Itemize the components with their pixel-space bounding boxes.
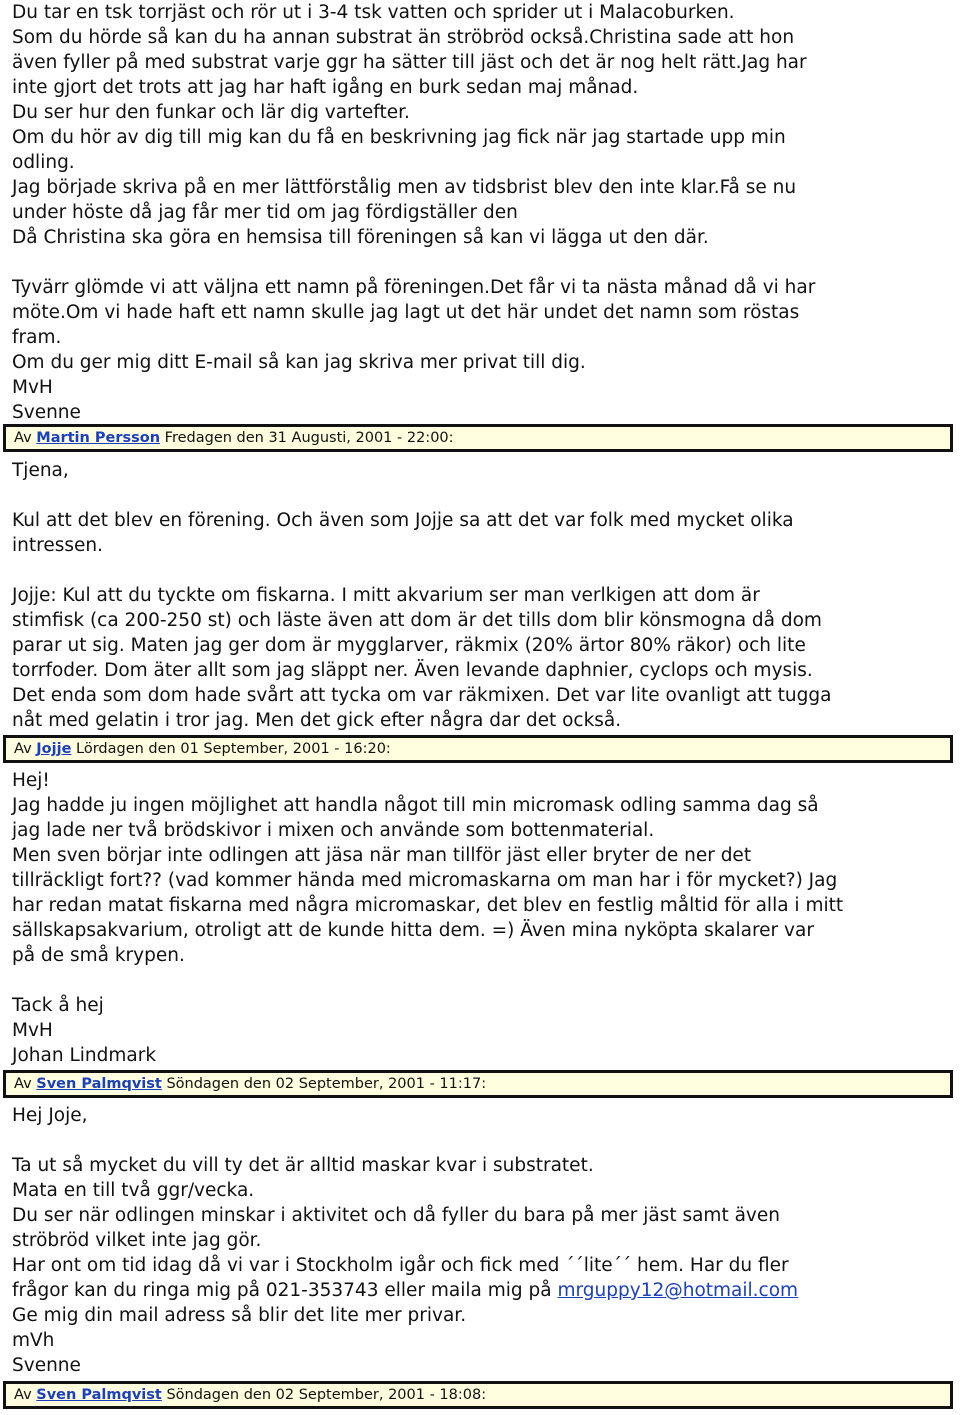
blank-line — [12, 483, 952, 508]
signature-name: Svenne — [12, 1355, 81, 1376]
post-header-prefix: Av — [14, 1387, 32, 1403]
text-line: Jag började skriva på en mer lättförstålig men av tidsbrist blev den inte klar.Få se nu — [12, 177, 797, 198]
blank-line — [12, 968, 952, 993]
text-line: ströbröd vilket inte jag gör. — [12, 1230, 262, 1251]
post-date: Fredagen den 31 Augusti, 2001 - 22:00: — [164, 430, 454, 446]
post-body-1 — [12, 0, 952, 425]
text-line: Tack å hej — [12, 995, 104, 1016]
text-line: intressen. — [12, 535, 103, 556]
text-line: Du ser hur den funkar och lär dig vartefter. — [12, 102, 410, 123]
post-header-sven-1 — [3, 1070, 953, 1098]
author-link-martin-persson[interactable]: Martin Persson — [36, 430, 161, 446]
text-line: Ge mig din mail adress så blir det lite mer privar. — [12, 1305, 467, 1326]
signature-name: Svenne — [12, 402, 81, 423]
text-line: Som du hörde så kan du ha annan substrat än ströbröd också.Christina sade att hon — [12, 27, 795, 48]
post-header-prefix: Av — [14, 1076, 32, 1092]
blank-line — [12, 250, 952, 275]
text-line: Kul att det blev en förening. Och även som Jojje sa att det var folk med mycket olika — [12, 510, 794, 531]
post-header-jojje — [3, 735, 953, 763]
text-line: har redan matat fiskarna med några micromaskar, det blev en festlig måltid för alla i mitt — [12, 895, 844, 916]
text-line: jag lade ner två brödskivor i mixen och använde som bottenmaterial. — [12, 820, 655, 841]
post-body-2 — [12, 458, 952, 733]
blank-line — [12, 1128, 952, 1153]
text-line: Jojje: Kul att du tyckte om fiskarna. I mitt akvarium ser man verlkigen att dom är — [12, 585, 760, 606]
text-line: sällskapsakvarium, otroligt att de kunde hitta dem. =) Även mina nyköpta skalarer var — [12, 920, 814, 941]
signature-line: MvH — [12, 1020, 53, 1041]
text-line: Om du ger mig ditt E-mail så kan jag skriva mer privat till dig. — [12, 352, 586, 373]
text-line: inte gjort det trots att jag har haft igång en burk sedan maj månad. — [12, 77, 639, 98]
post-date: Lördagen den 01 September, 2001 - 16:20: — [76, 741, 391, 757]
post-date: Söndagen den 02 September, 2001 - 11:17: — [166, 1076, 487, 1092]
post-body-3 — [12, 768, 952, 1068]
text-line: Det enda som dom hade svårt att tycka om var räkmixen. Det var lite ovanligt att tugga — [12, 685, 832, 706]
post-date: Söndagen den 02 September, 2001 - 18:08: — [166, 1387, 487, 1403]
signature-line: mVh — [12, 1330, 55, 1351]
email-link[interactable]: mrguppy12@hotmail.com — [557, 1280, 799, 1301]
text-line: Mata en till två ggr/vecka. — [12, 1180, 255, 1201]
signature-name: Johan Lindmark — [12, 1045, 157, 1066]
text-line: fram. — [12, 327, 62, 348]
text-line: stimfisk (ca 200-250 st) och läste även att dom är det tills dom blir könsmogna då dom — [12, 610, 822, 631]
text-line: tillräckligt fort?? (vad kommer hända med micromaskarna om man har i för mycket?) Jag — [12, 870, 838, 891]
author-link-sven-palmqvist[interactable]: Sven Palmqvist — [36, 1387, 162, 1403]
text-line: Du tar en tsk torrjäst och rör ut i 3-4 tsk vatten och sprider ut i Malacoburken. — [12, 2, 735, 23]
text-line: parar ut sig. Maten jag ger dom är mygglarver, räkmix (20% ärtor 80% räkor) och lite — [12, 635, 806, 656]
text-line: även fyller på med substrat varje ggr ha sätter till jäst och det är nog helt rätt.Jag har — [12, 52, 807, 73]
text-line: under höste då jag får mer tid om jag fördigställer den — [12, 202, 518, 223]
text-line: Men sven börjar inte odlingen att jäsa när man tillför jäst eller bryter de ner det — [12, 845, 752, 866]
text-line: Tyvärr glömde vi att väljna ett namn på föreningen.Det får vi ta nästa månad då vi har — [12, 277, 816, 298]
signature-line: MvH — [12, 377, 53, 398]
text-line: Ta ut så mycket du vill ty det är alltid maskar kvar i substratet. — [12, 1155, 594, 1176]
text-line: nåt med gelatin i tror jag. Men det gick efter några dar det också. — [12, 710, 622, 731]
text-line: odling. — [12, 152, 75, 173]
text-line: Du ser när odlingen minskar i aktivitet och då fyller du bara på mer jäst samt även — [12, 1205, 780, 1226]
text-line: torrfoder. Dom äter allt som jag släppt ner. Även levande daphnier, cyclops och mysis. — [12, 660, 813, 681]
post-header-prefix: Av — [14, 430, 32, 446]
text-line: Då Christina ska göra en hemsisa till föreningen så kan vi lägga ut den där. — [12, 227, 709, 248]
text-line: Hej! — [12, 770, 50, 791]
text-line: Tjena, — [12, 460, 69, 481]
text-line: möte.Om vi hade haft ett namn skulle jag lagt ut det här undet det namn som röstas — [12, 302, 800, 323]
post-body-4 — [12, 1103, 952, 1378]
text-line: Jag hadde ju ingen möjlighet att handla något till min micromask odling samma dag så — [12, 795, 819, 816]
text-line — [12, 1278, 952, 1303]
post-header-prefix: Av — [14, 741, 32, 757]
post-header-sven-2 — [3, 1381, 953, 1409]
text-line: på de små krypen. — [12, 945, 185, 966]
post-header-martin — [3, 424, 953, 452]
text-fragment: frågor kan du ringa mig på 021-353743 eller maila mig på — [12, 1280, 558, 1301]
text-line: Om du hör av dig till mig kan du få en beskrivning jag fick när jag startade upp min — [12, 127, 786, 148]
text-line: Har ont om tid idag då vi var i Stockholm igår och fick med ´´lite´´ hem. Har du fler — [12, 1255, 789, 1276]
blank-line — [12, 558, 952, 583]
author-link-jojje[interactable]: Jojje — [36, 741, 72, 757]
author-link-sven-palmqvist[interactable]: Sven Palmqvist — [36, 1076, 162, 1092]
text-line: Hej Joje, — [12, 1105, 88, 1126]
